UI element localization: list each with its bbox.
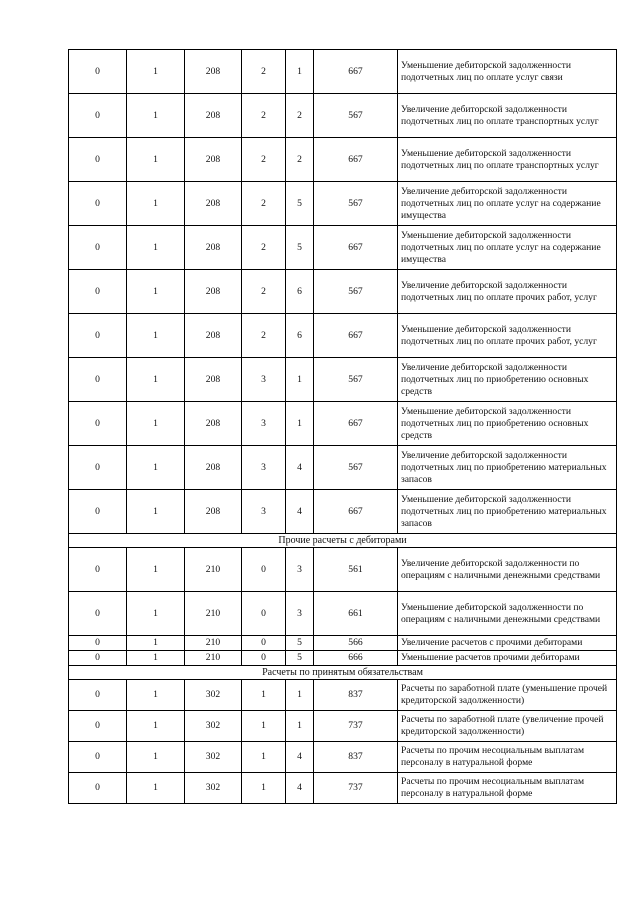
kosgu-cell: 661: [314, 592, 398, 636]
description-cell: Увеличение расчетов с прочими дебиторами: [398, 636, 617, 651]
description-cell: Увеличение дебиторской задолженности подотчетных лиц по приобретению материальных запасов: [398, 446, 617, 490]
description-cell: Расчеты по заработной плате (увеличение прочей кредиторской задолженности): [398, 711, 617, 742]
table-row: [69, 94, 617, 138]
section-title: Прочие расчеты с дебиторами: [69, 534, 617, 548]
col-5-cell: 2: [286, 94, 314, 138]
table-row: [69, 314, 617, 358]
col-1-cell: 0: [69, 651, 127, 666]
col-1-cell: 0: [69, 446, 127, 490]
kosgu-cell: 667: [314, 314, 398, 358]
col-5-cell: 4: [286, 490, 314, 534]
description-cell: Уменьшение дебиторской задолженности подотчетных лиц по оплате прочих работ, услуг: [398, 314, 617, 358]
description-cell: Увеличение дебиторской задолженности подотчетных лиц по оплате услуг на содержание имущества: [398, 182, 617, 226]
col-4-cell: 0: [242, 636, 286, 651]
account-cell: 210: [185, 548, 242, 592]
kosgu-cell: 561: [314, 548, 398, 592]
col-1-cell: 0: [69, 592, 127, 636]
col-5-cell: 1: [286, 402, 314, 446]
table-body: [69, 50, 617, 804]
col-2-cell: 1: [127, 226, 185, 270]
col-1-cell: 0: [69, 490, 127, 534]
table-row: [69, 548, 617, 592]
table-row: [69, 592, 617, 636]
table-row: [69, 742, 617, 773]
col-1-cell: 0: [69, 182, 127, 226]
table-row: [69, 651, 617, 666]
col-5-cell: 6: [286, 270, 314, 314]
account-cell: 208: [185, 358, 242, 402]
account-cell: 208: [185, 94, 242, 138]
col-2-cell: 1: [127, 592, 185, 636]
kosgu-cell: 666: [314, 651, 398, 666]
col-4-cell: 3: [242, 402, 286, 446]
account-cell: 208: [185, 270, 242, 314]
col-5-cell: 4: [286, 446, 314, 490]
col-4-cell: 3: [242, 490, 286, 534]
description-cell: Уменьшение расчетов прочими дебиторами: [398, 651, 617, 666]
description-cell: Уменьшение дебиторской задолженности подотчетных лиц по приобретению основных средств: [398, 402, 617, 446]
col-4-cell: 2: [242, 270, 286, 314]
col-5-cell: 6: [286, 314, 314, 358]
col-2-cell: 1: [127, 138, 185, 182]
col-5-cell: 5: [286, 636, 314, 651]
col-1-cell: 0: [69, 636, 127, 651]
table-row: [69, 711, 617, 742]
col-1-cell: 0: [69, 742, 127, 773]
kosgu-cell: 567: [314, 94, 398, 138]
table-row: [69, 636, 617, 651]
account-cell: 210: [185, 636, 242, 651]
description-cell: Увеличение дебиторской задолженности подотчетных лиц по оплате прочих работ, услуг: [398, 270, 617, 314]
section-title: Расчеты по принятым обязательствам: [69, 666, 617, 680]
description-cell: Расчеты по прочим несоциальным выплатам персоналу в натуральной форме: [398, 742, 617, 773]
kosgu-cell: 667: [314, 138, 398, 182]
table-row: [69, 226, 617, 270]
col-2-cell: 1: [127, 651, 185, 666]
account-cell: 208: [185, 182, 242, 226]
col-4-cell: 2: [242, 314, 286, 358]
col-5-cell: 3: [286, 592, 314, 636]
kosgu-cell: 567: [314, 182, 398, 226]
kosgu-cell: 837: [314, 742, 398, 773]
col-1-cell: 0: [69, 50, 127, 94]
col-1-cell: 0: [69, 773, 127, 804]
description-cell: Увеличение дебиторской задолженности подотчетных лиц по приобретению основных средств: [398, 358, 617, 402]
account-cell: 208: [185, 50, 242, 94]
col-1-cell: 0: [69, 226, 127, 270]
account-cell: 302: [185, 773, 242, 804]
table-row: [69, 773, 617, 804]
table-row: [69, 680, 617, 711]
col-4-cell: 2: [242, 226, 286, 270]
description-cell: Расчеты по прочим несоциальным выплатам персоналу в натуральной форме: [398, 773, 617, 804]
section-header-row: [69, 666, 617, 680]
col-1-cell: 0: [69, 680, 127, 711]
accounts-table: [68, 49, 617, 804]
col-2-cell: 1: [127, 773, 185, 804]
kosgu-cell: 667: [314, 490, 398, 534]
account-cell: 302: [185, 742, 242, 773]
col-5-cell: 1: [286, 680, 314, 711]
kosgu-cell: 567: [314, 358, 398, 402]
account-cell: 208: [185, 138, 242, 182]
account-cell: 208: [185, 490, 242, 534]
col-4-cell: 2: [242, 94, 286, 138]
col-2-cell: 1: [127, 548, 185, 592]
table-row: [69, 270, 617, 314]
description-cell: Уменьшение дебиторской задолженности подотчетных лиц по оплате услуг на содержание имущества: [398, 226, 617, 270]
col-1-cell: 0: [69, 402, 127, 446]
col-4-cell: 2: [242, 182, 286, 226]
table-row: [69, 446, 617, 490]
col-2-cell: 1: [127, 446, 185, 490]
table-row: [69, 402, 617, 446]
col-4-cell: 0: [242, 548, 286, 592]
kosgu-cell: 737: [314, 711, 398, 742]
col-5-cell: 4: [286, 773, 314, 804]
kosgu-cell: 566: [314, 636, 398, 651]
kosgu-cell: 667: [314, 402, 398, 446]
col-1-cell: 0: [69, 270, 127, 314]
col-4-cell: 0: [242, 592, 286, 636]
account-cell: 302: [185, 680, 242, 711]
account-cell: 302: [185, 711, 242, 742]
kosgu-cell: 567: [314, 270, 398, 314]
col-2-cell: 1: [127, 358, 185, 402]
kosgu-cell: 567: [314, 446, 398, 490]
kosgu-cell: 737: [314, 773, 398, 804]
col-5-cell: 1: [286, 358, 314, 402]
col-5-cell: 2: [286, 138, 314, 182]
col-1-cell: 0: [69, 358, 127, 402]
col-2-cell: 1: [127, 314, 185, 358]
col-5-cell: 1: [286, 50, 314, 94]
col-2-cell: 1: [127, 711, 185, 742]
col-4-cell: 3: [242, 358, 286, 402]
col-2-cell: 1: [127, 680, 185, 711]
col-5-cell: 1: [286, 711, 314, 742]
kosgu-cell: 837: [314, 680, 398, 711]
col-5-cell: 3: [286, 548, 314, 592]
col-2-cell: 1: [127, 270, 185, 314]
col-4-cell: 1: [242, 680, 286, 711]
col-2-cell: 1: [127, 94, 185, 138]
table-row: [69, 182, 617, 226]
col-1-cell: 0: [69, 548, 127, 592]
account-cell: 208: [185, 314, 242, 358]
col-4-cell: 2: [242, 138, 286, 182]
kosgu-cell: 667: [314, 50, 398, 94]
col-4-cell: 2: [242, 50, 286, 94]
description-cell: Уменьшение дебиторской задолженности по операциям с наличными денежными средствами: [398, 592, 617, 636]
col-4-cell: 1: [242, 742, 286, 773]
col-1-cell: 0: [69, 94, 127, 138]
col-4-cell: 1: [242, 773, 286, 804]
col-1-cell: 0: [69, 314, 127, 358]
col-5-cell: 5: [286, 182, 314, 226]
table-row: [69, 490, 617, 534]
col-2-cell: 1: [127, 636, 185, 651]
table-row: [69, 358, 617, 402]
col-2-cell: 1: [127, 742, 185, 773]
col-2-cell: 1: [127, 50, 185, 94]
account-cell: 208: [185, 402, 242, 446]
col-1-cell: 0: [69, 138, 127, 182]
col-5-cell: 5: [286, 226, 314, 270]
col-2-cell: 1: [127, 490, 185, 534]
account-cell: 208: [185, 226, 242, 270]
account-cell: 210: [185, 651, 242, 666]
description-cell: Увеличение дебиторской задолженности по операциям с наличными денежными средствами: [398, 548, 617, 592]
col-4-cell: 3: [242, 446, 286, 490]
description-cell: Расчеты по заработной плате (уменьшение прочей кредиторской задолженности): [398, 680, 617, 711]
table-row: [69, 138, 617, 182]
col-1-cell: 0: [69, 711, 127, 742]
col-4-cell: 1: [242, 711, 286, 742]
col-5-cell: 4: [286, 742, 314, 773]
account-cell: 210: [185, 592, 242, 636]
section-header-row: [69, 534, 617, 548]
kosgu-cell: 667: [314, 226, 398, 270]
table-row: [69, 50, 617, 94]
col-4-cell: 0: [242, 651, 286, 666]
col-2-cell: 1: [127, 402, 185, 446]
description-cell: Увеличение дебиторской задолженности подотчетных лиц по оплате транспортных услуг: [398, 94, 617, 138]
col-5-cell: 5: [286, 651, 314, 666]
description-cell: Уменьшение дебиторской задолженности подотчетных лиц по оплате транспортных услуг: [398, 138, 617, 182]
description-cell: Уменьшение дебиторской задолженности подотчетных лиц по приобретению материальных запасов: [398, 490, 617, 534]
col-2-cell: 1: [127, 182, 185, 226]
description-cell: Уменьшение дебиторской задолженности подотчетных лиц по оплате услуг связи: [398, 50, 617, 94]
account-cell: 208: [185, 446, 242, 490]
